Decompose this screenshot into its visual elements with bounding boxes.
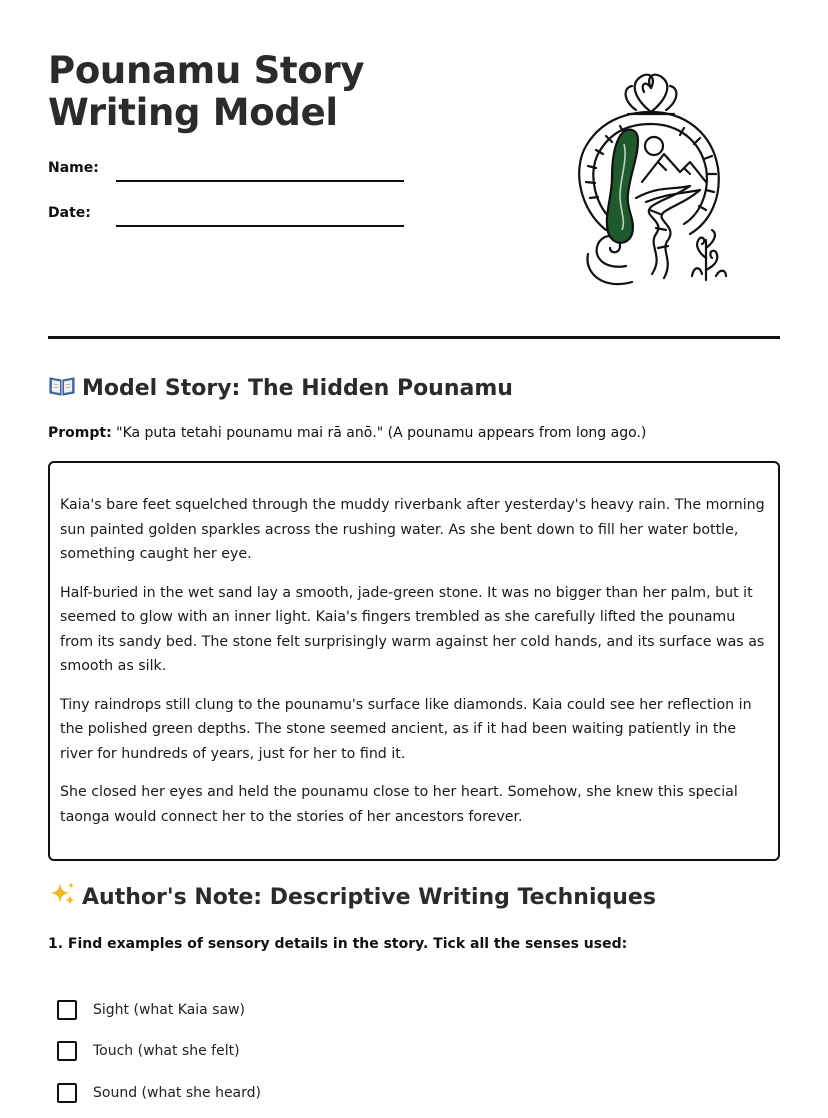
option-label: Sound (what she heard) xyxy=(93,1085,261,1101)
story-paragraph: Kaia's bare feet squelched through the muddy riverbank after yesterday's heavy rain. The morning sun painted golden sparkles across the rushing water. As she bent down to fill her water bottle, something caught her eye. xyxy=(60,497,765,562)
name-field[interactable] xyxy=(116,180,404,182)
story-paragraph: Half-buried in the wet sand lay a smooth, jade-green stone. It was no bigger than her palm, but it seemed to glow with an inner light. Kaia's fingers trembled as she carefully lifted the pounamu from its sandy bed. The stone felt surprisingly warm against her cold hands, and its surface was as smooth as silk. xyxy=(60,584,765,674)
pounamu-emblem-icon xyxy=(566,70,736,296)
sparkles-icon xyxy=(48,881,76,910)
model-story-heading-text: Model Story: The Hidden Pounamu xyxy=(82,376,513,401)
checkbox[interactable] xyxy=(57,1041,77,1061)
page-title: Pounamu Story Writing Model xyxy=(48,49,365,134)
date-label: Date: xyxy=(48,205,91,221)
sensory-question: 1. Find examples of sensory details in the story. Tick all the senses used: xyxy=(48,936,628,952)
name-label: Name: xyxy=(48,160,99,176)
prompt-text: "Ka puta tetahi pounamu mai rā anō." (A pounamu appears from long ago.) xyxy=(116,425,647,441)
option-label: Sight (what Kaia saw) xyxy=(93,1002,245,1018)
prompt-label: Prompt: xyxy=(48,425,112,441)
option-sight[interactable] xyxy=(57,998,245,1022)
story-paragraph: Tiny raindrops still clung to the pounamu's surface like diamonds. Kaia could see her reflection in the polished green depths. The stone seemed ancient, as if it had been waiting patiently in the river for hundreds of years, just for her to find it. xyxy=(60,696,752,762)
checkbox[interactable] xyxy=(57,1083,77,1103)
option-sound[interactable] xyxy=(57,1081,261,1105)
option-touch[interactable] xyxy=(57,1039,240,1063)
authors-note-heading-text: Author's Note: Descriptive Writing Techniques xyxy=(82,885,656,910)
checkbox[interactable] xyxy=(57,1000,77,1020)
story-box xyxy=(48,461,780,861)
date-field[interactable] xyxy=(116,225,404,227)
open-book-icon xyxy=(48,374,76,401)
story-prompt xyxy=(48,425,646,441)
option-label: Touch (what she felt) xyxy=(93,1043,240,1059)
model-story-heading xyxy=(48,374,513,401)
authors-note-heading xyxy=(48,881,656,910)
header-divider xyxy=(48,336,780,339)
story-paragraph: She closed her eyes and held the pounamu close to her heart. Somehow, she knew this special taonga would connect her to the stories of her ancestors forever. xyxy=(60,784,738,825)
